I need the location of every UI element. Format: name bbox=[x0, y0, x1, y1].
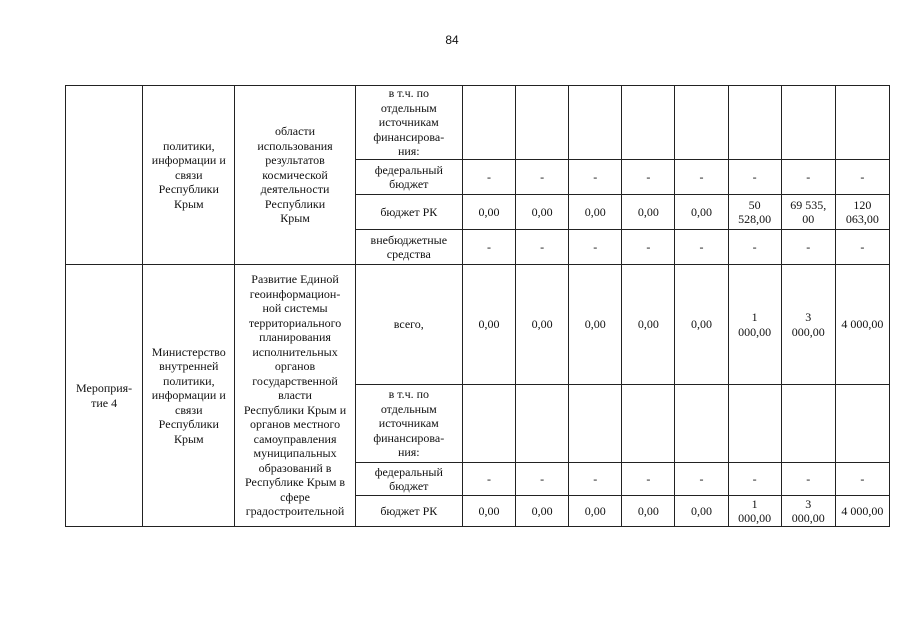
value-cell: - bbox=[569, 160, 622, 195]
event-name-cell: Развитие Единой геоинформацион- ной системы территориального планирования исполнительных органов государственной власти Республики Крым и органов местного самоуправления муниципальных образований в Республике Крым в сфере градостроительной bbox=[235, 265, 355, 527]
value-cell: - bbox=[835, 230, 889, 265]
value-cell: 0,00 bbox=[675, 496, 728, 527]
value-cell bbox=[569, 385, 622, 463]
funding-source-cell: внебюджетные средства bbox=[355, 230, 462, 265]
value-cell: - bbox=[781, 230, 835, 265]
value-cell bbox=[675, 385, 728, 463]
value-cell: - bbox=[675, 160, 728, 195]
value-cell bbox=[516, 385, 569, 463]
value-cell bbox=[516, 86, 569, 160]
value-cell: - bbox=[462, 160, 515, 195]
funding-source-cell: в т.ч. по отдельным источникам финансирова- ния: bbox=[355, 385, 462, 463]
page-number: 84 bbox=[445, 33, 459, 47]
value-cell: 0,00 bbox=[516, 496, 569, 527]
value-cell: 0,00 bbox=[569, 265, 622, 385]
value-cell: 0,00 bbox=[569, 195, 622, 230]
value-cell: - bbox=[569, 463, 622, 496]
value-cell: - bbox=[622, 463, 675, 496]
value-cell bbox=[622, 86, 675, 160]
value-cell: - bbox=[835, 463, 889, 496]
value-cell: - bbox=[728, 230, 781, 265]
value-cell: - bbox=[516, 463, 569, 496]
value-cell: 0,00 bbox=[462, 265, 515, 385]
funding-source-cell: федеральный бюджет bbox=[355, 463, 462, 496]
funding-source-cell: бюджет РК bbox=[355, 496, 462, 527]
executor-cell: Министерство внутренней политики, информации и связи Республики Крым bbox=[143, 265, 235, 527]
value-cell: - bbox=[835, 160, 889, 195]
value-cell: - bbox=[675, 463, 728, 496]
table-row bbox=[66, 265, 890, 385]
value-cell: 0,00 bbox=[516, 195, 569, 230]
value-cell: - bbox=[622, 160, 675, 195]
value-cell bbox=[781, 86, 835, 160]
value-cell: 3 000,00 bbox=[781, 496, 835, 527]
event-name-cell: области использования результатов космической деятельности Республики Крым bbox=[235, 86, 355, 265]
value-cell: 0,00 bbox=[516, 265, 569, 385]
value-cell: - bbox=[675, 230, 728, 265]
value-cell bbox=[569, 86, 622, 160]
value-cell bbox=[835, 86, 889, 160]
value-cell: 4 000,00 bbox=[835, 265, 889, 385]
value-cell bbox=[462, 385, 515, 463]
value-cell: - bbox=[516, 160, 569, 195]
value-cell: 1 000,00 bbox=[728, 265, 781, 385]
value-cell bbox=[675, 86, 728, 160]
value-cell: 0,00 bbox=[569, 496, 622, 527]
value-cell: 69 535, 00 bbox=[781, 195, 835, 230]
financing-table bbox=[65, 85, 890, 527]
value-cell: 0,00 bbox=[462, 496, 515, 527]
funding-source-cell: федеральный бюджет bbox=[355, 160, 462, 195]
value-cell: 1 000,00 bbox=[728, 496, 781, 527]
value-cell: 50 528,00 bbox=[728, 195, 781, 230]
value-cell: - bbox=[516, 230, 569, 265]
value-cell: - bbox=[569, 230, 622, 265]
table-row bbox=[66, 86, 890, 160]
event-number-cell: Мероприя- тие 4 bbox=[66, 265, 143, 527]
value-cell bbox=[728, 86, 781, 160]
value-cell bbox=[781, 385, 835, 463]
value-cell: - bbox=[462, 463, 515, 496]
value-cell: - bbox=[462, 230, 515, 265]
value-cell: 120 063,00 bbox=[835, 195, 889, 230]
funding-source-cell: бюджет РК bbox=[355, 195, 462, 230]
value-cell bbox=[835, 385, 889, 463]
value-cell: - bbox=[781, 463, 835, 496]
value-cell: 4 000,00 bbox=[835, 496, 889, 527]
value-cell: - bbox=[728, 463, 781, 496]
funding-source-cell: всего, bbox=[355, 265, 462, 385]
value-cell: 3 000,00 bbox=[781, 265, 835, 385]
value-cell bbox=[462, 86, 515, 160]
value-cell bbox=[622, 385, 675, 463]
value-cell: 0,00 bbox=[675, 265, 728, 385]
executor-cell: политики, информации и связи Республики Крым bbox=[143, 86, 235, 265]
value-cell bbox=[728, 385, 781, 463]
funding-source-cell: в т.ч. по отдельным источникам финансирова- ния: bbox=[355, 86, 462, 160]
value-cell: - bbox=[622, 230, 675, 265]
value-cell: 0,00 bbox=[622, 265, 675, 385]
value-cell: - bbox=[728, 160, 781, 195]
event-cell bbox=[66, 86, 143, 265]
value-cell: - bbox=[781, 160, 835, 195]
value-cell: 0,00 bbox=[622, 195, 675, 230]
value-cell: 0,00 bbox=[622, 496, 675, 527]
value-cell: 0,00 bbox=[462, 195, 515, 230]
value-cell: 0,00 bbox=[675, 195, 728, 230]
